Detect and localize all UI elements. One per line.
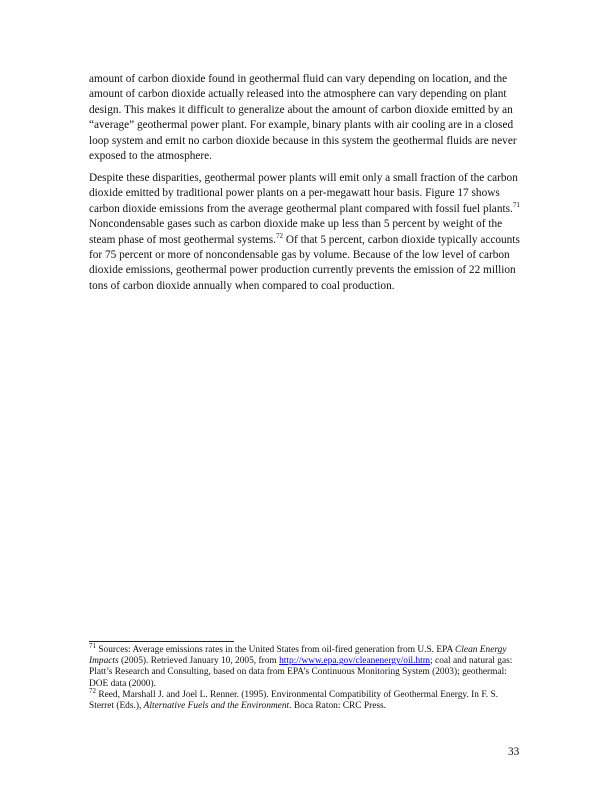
page-number: 33 bbox=[508, 746, 520, 758]
paragraph-2-text-b: Noncondensable gases such as carbon dioxide make up less than 5 percent by weight of the steam phase of most geothermal systems. bbox=[89, 218, 503, 246]
footnote-72-text-a: Reed, Marshall J. and Joel L. Renner. (1995). Environmental Compatibility of Geothermal Energy. In F. S. Sterret (Eds.), bbox=[89, 689, 499, 712]
footnote-71-text-a: Sources: Average emissions rates in the United States from oil-fired generation from U.S. EPA bbox=[96, 645, 456, 655]
footnote-71-text-c: ; coal and natural gas: Platt’s Research and Consulting, based on data from EPA’s Continuous Monitoring System (2003); geothermal: DOE data (2000). bbox=[89, 656, 513, 689]
footnote-71-italic-title: Clean Energy Impacts bbox=[89, 645, 507, 667]
footnote-71-marker: 71 bbox=[89, 641, 96, 650]
body-paragraph-1: amount of carbon dioxide found in geothermal fluid can vary depending on location, and the amount of carbon dioxide actually released into the atmosphere can vary depending on plant design. This makes it difficult to generalize about the amount of carbon dioxide emitted by an “average” geothermal power plant. For example, binary plants with air cooling are in a closed loop system and emit no carbon dioxide because in this system the geothermal fluids are never exposed to the atmosphere. bbox=[89, 73, 517, 163]
footnote-72 bbox=[89, 686, 525, 712]
footnotes bbox=[89, 641, 525, 712]
footnote-72-text-b: . Boca Raton: CRC Press. bbox=[289, 701, 387, 712]
footnote-ref-71: 71 bbox=[512, 201, 520, 210]
footnote-71-link[interactable]: http://www.epa.gov/cleanenergy/oil.htm bbox=[279, 656, 431, 667]
footnote-separator bbox=[89, 641, 234, 642]
paragraph-2-text-a: Despite these disparities, geothermal power plants will emit only a small fraction of the carbon dioxide emitted by traditional power plants on a per-megawatt hour basis. Figure 17 shows carbon dioxide emissions from the average geothermal plant compared with fossil fuel plants. bbox=[89, 172, 518, 215]
footnote-72-marker: 72 bbox=[89, 686, 96, 695]
footnote-71-text-b: (2005). Retrieved January 10, 2005, from bbox=[118, 656, 280, 667]
footnote-ref-72: 72 bbox=[276, 231, 283, 240]
body-paragraph-2 bbox=[89, 171, 525, 294]
footnote-72-italic-title: Alternative Fuels and the Environment bbox=[143, 701, 290, 712]
paragraph-2-text-c: Of that 5 percent, carbon dioxide typically accounts for 75 percent or more of noncondensable gas by volume. Because of the low level of carbon dioxide emissions, geothermal power production currently prevents the emission of 22 million tons of carbon dioxide annually when compared to coal production. bbox=[89, 233, 520, 292]
footnote-71 bbox=[89, 641, 525, 690]
